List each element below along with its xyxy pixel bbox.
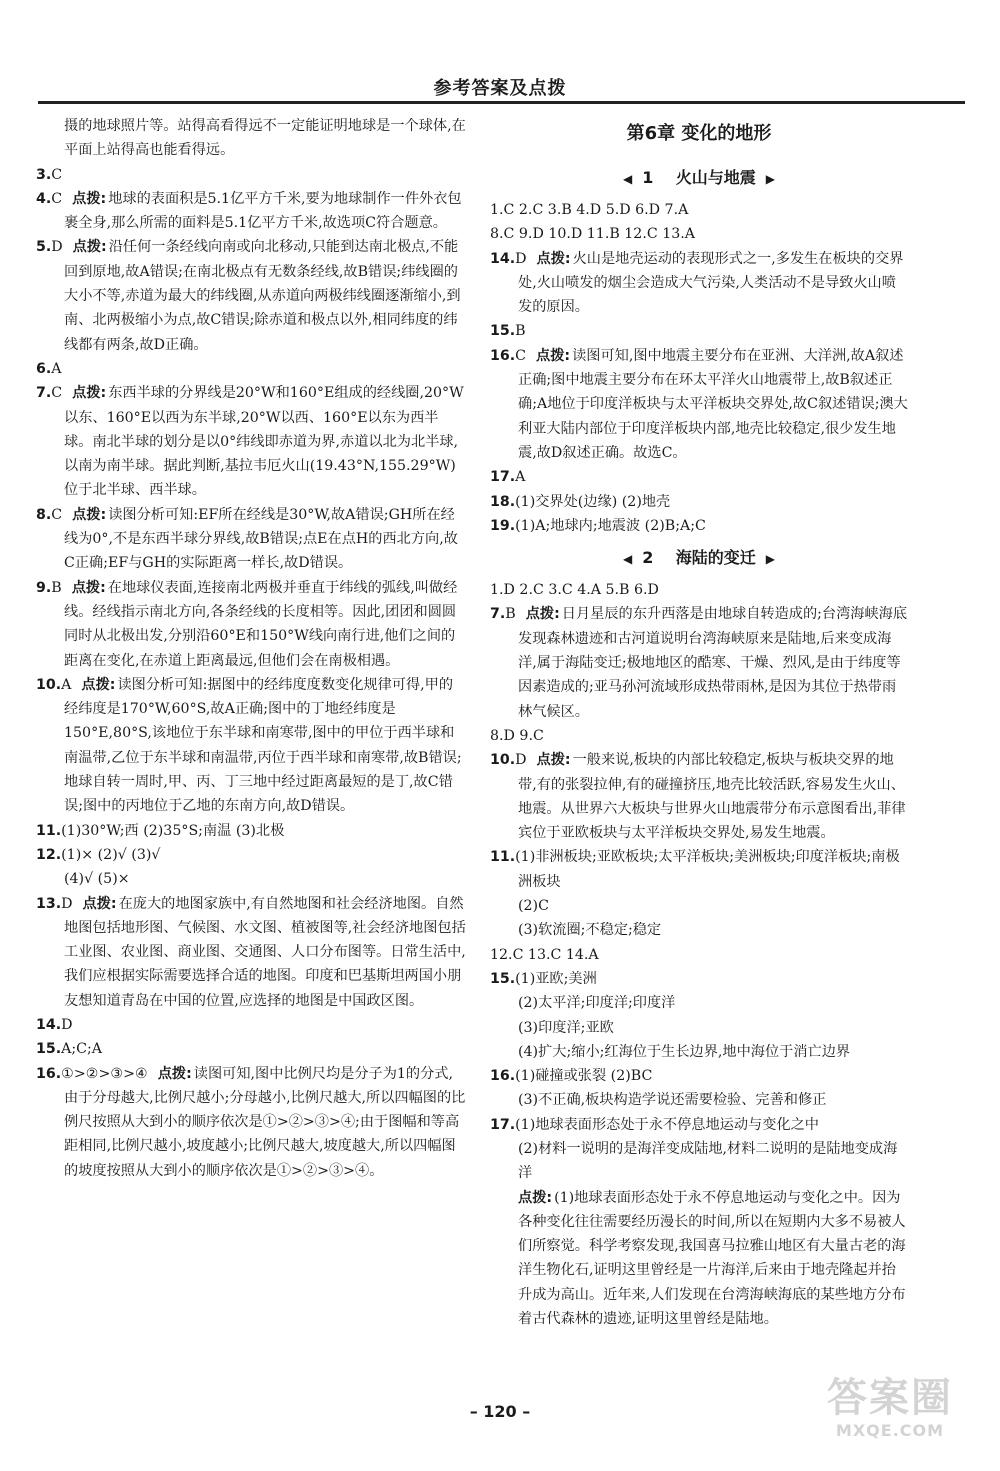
answer-value: A;C;A bbox=[61, 1041, 103, 1058]
answer-number: 8. bbox=[36, 506, 52, 523]
right-triangle-icon: ▶ bbox=[765, 552, 775, 567]
hint-text: (1)地球表面形态处于永不停息地运动与变化之中。因为各种变化往往需要经历漫长的时间,所以在短期内大多不易被人们所察觉。科学考察发现,我国喜马拉雅山地区有大量古老的海洋生物化石,证明这里曾经是一片海洋,后来由于地壳隆起并抬升成为高山。近年来,人们发现在台湾海峡海底的某些地方分布着古代森林的遗迹,证明这里曾经是陆地。 bbox=[518, 1189, 906, 1328]
hint-label: 点拨: bbox=[525, 606, 560, 623]
hint-label: 点拨: bbox=[82, 895, 117, 912]
answer-item bbox=[490, 319, 908, 343]
section-1-answers bbox=[490, 198, 908, 538]
answer-number: 17. bbox=[490, 469, 516, 486]
hint-text: 一般来说,板块的内部比较稳定,板块与板块交界的地带,有的张裂拉伸,有的碰撞挤压,地壳比较活跃,容易发生火山、地震。从世界六大板块与世界火山地震带分布示意图看出,菲律宾位于亚欧板块与太平洋板块交界处,易发生地震。 bbox=[518, 752, 906, 842]
answer-continuation: 摄的地球照片等。站得高看得远不一定能证明地球是一个球体,在平面上站得高也能看得远。 bbox=[64, 118, 466, 159]
hint-label: 点拨: bbox=[536, 347, 571, 364]
answer-value: ①>②>③>④ bbox=[61, 1065, 148, 1082]
hint-label: 点拨: bbox=[157, 1065, 192, 1082]
answer-number: 7. bbox=[490, 606, 506, 623]
answer-item bbox=[36, 1013, 466, 1037]
answer-number: 10. bbox=[36, 676, 62, 693]
hint-label: 点拨: bbox=[71, 579, 106, 596]
answer-row: 8.C 9.D 10.D 11.B 12.C 13.A bbox=[490, 226, 696, 243]
watermark-url: MXQE.COM bbox=[835, 1421, 945, 1440]
hint-label: 点拨: bbox=[72, 239, 107, 256]
page-number: – 120 – bbox=[469, 1402, 531, 1421]
watermark-logo bbox=[800, 1375, 980, 1460]
answer-item bbox=[36, 1062, 466, 1183]
answer-item bbox=[490, 845, 908, 894]
answer-row: 12.C 13.C 14.A bbox=[490, 946, 599, 963]
answer-number: 14. bbox=[490, 250, 516, 267]
answer-value: (1)30°W;西 (2)35°S;南温 (3)北极 bbox=[61, 822, 285, 839]
answer-item bbox=[490, 967, 908, 991]
hint-label: 点拨: bbox=[72, 190, 107, 207]
answer-number: 15. bbox=[490, 970, 516, 987]
answer-item bbox=[490, 490, 908, 514]
answer-number: 7. bbox=[36, 385, 52, 402]
answer-number: 17. bbox=[490, 1116, 516, 1133]
answer-value: (1)非洲板块;亚欧板块;太平洋板块;美洲板块;印度洋板块;南极洲板块 bbox=[515, 849, 900, 890]
answer-number: 16. bbox=[490, 1068, 516, 1085]
right-column bbox=[490, 114, 908, 1331]
answer-row: 1.D 2.C 3.C 4.A 5.B 6.D bbox=[490, 582, 659, 599]
answer-value: (1)交界处(边缘) (2)地壳 bbox=[515, 493, 671, 510]
header-rule bbox=[38, 101, 965, 104]
answer-number: 10. bbox=[490, 752, 516, 769]
answer-number: 12. bbox=[36, 846, 62, 863]
left-column bbox=[36, 114, 466, 1183]
page-header-title: 参考答案及点拨 bbox=[433, 78, 567, 99]
hint-label: 点拨: bbox=[518, 1189, 553, 1206]
answer-item bbox=[490, 748, 908, 845]
answer-continuation bbox=[490, 1186, 908, 1332]
answer-number: 9. bbox=[36, 579, 52, 596]
answer-value: C bbox=[51, 385, 63, 402]
answer-value: D bbox=[515, 250, 527, 267]
answer-item bbox=[36, 673, 466, 819]
answer-value: (1)地球表面形态处于永不停息地运动与变化之中 bbox=[515, 1116, 819, 1133]
hint-text: 在庞大的地图家族中,有自然地图和社会经济地图。自然地图包括地形图、气候图、水文图、植被图等,社会经济地图包括工业图、农业图、商业图、交通图、人口分布图等。日常生活中,我们应根据实际需要选择合适的地图。印度和巴基斯坦两国小朋友想知道青岛在中国的位置,应选择的地图是中国政区图。 bbox=[64, 895, 466, 1009]
answer-item bbox=[490, 1064, 908, 1088]
left-triangle-icon: ◀ bbox=[623, 552, 633, 567]
answer-number: 4. bbox=[36, 190, 52, 207]
answer-number: 11. bbox=[36, 822, 62, 839]
hint-text: 读图可知,图中比例尺均是分子为1的分式,由于分母越大,比例尺越小;分母越小,比例尺越大,所以四幅图的比例尺按照从大到小的顺序依次是①>②>③>④;由于图幅和等高距相同,比例尺越小,坡度越小;比例尺越大,坡度越大,所以四幅图的坡度按照从大到小的顺序依次是①>②>③>④。 bbox=[64, 1065, 466, 1179]
section-heading-2 bbox=[490, 544, 908, 572]
answer-value: D bbox=[61, 895, 73, 912]
answer-item bbox=[36, 187, 466, 236]
answer-value: B bbox=[51, 579, 62, 596]
answer-item bbox=[36, 843, 466, 867]
hint-text: 东西半球的分界线是20°W和160°E组成的经线圈,20°W以东、160°E以西为东半球,20°W以西、160°E以东为西半球。南北半球的划分是以0°纬线即赤道为界,赤道以北为北半球,以南为南半球。据此判断,基拉韦厄火山(19.43°N,155.29°W)位于北半球、西半球。 bbox=[64, 385, 464, 499]
answer-item bbox=[36, 357, 466, 381]
hint-label: 点拨: bbox=[72, 506, 107, 523]
answer-value: B bbox=[505, 606, 516, 623]
hint-label: 点拨: bbox=[536, 250, 571, 267]
answer-value: B bbox=[515, 323, 526, 340]
answer-item bbox=[490, 1113, 908, 1137]
section-heading-1 bbox=[490, 164, 908, 192]
answer-value: (1)× (2)√ (3)√ bbox=[61, 846, 161, 863]
answer-value: D bbox=[515, 752, 527, 769]
answer-item bbox=[490, 344, 908, 465]
answer-number: 15. bbox=[490, 323, 516, 340]
hint-text: 火山是地壳运动的表现形式之一,多发生在板块的交界处,火山喷发的烟尘会造成大气污染,人类活动不是导致火山喷发的原因。 bbox=[518, 250, 904, 316]
answer-item bbox=[36, 163, 466, 187]
answer-number: 14. bbox=[36, 1016, 62, 1033]
answer-value: D bbox=[51, 239, 63, 256]
hint-text: 在地球仪表面,连接南北两极并垂直于纬线的弧线,叫做经线。经线指示南北方向,各条经线的长度相等。因此,团团和圆圆同时从北极出发,分别沿60°E和150°W线向南行进,他们之间的距离在变化,在赤道上距离最远,但他们会在南极相遇。 bbox=[64, 579, 458, 669]
hint-text: 读图分析可知:据图中的经纬度度数变化规律可得,甲的经纬度是170°W,60°S,故A正确;图中的丁地经纬度是150°E,80°S,该地位于东半球和南寒带,图中的甲位于西半球和南温带,乙位于东半球和南温带,丙位于西半球和南寒带,故B错误;地球自转一周时,甲、丙、丁三地中经过距离最短的是丁,故C错误;图中的丙地位于乙地的东南方向,故D错误。 bbox=[64, 676, 462, 815]
answer-item bbox=[36, 892, 466, 1013]
hint-label: 点拨: bbox=[536, 752, 571, 769]
answer-continuation: (2)材料一说明的是海洋变成陆地,材料二说明的是陆地变成海洋 bbox=[518, 1140, 898, 1182]
answer-item bbox=[36, 576, 466, 673]
answer-value: A bbox=[515, 469, 526, 486]
right-triangle-icon: ▶ bbox=[765, 172, 775, 186]
left-triangle-icon: ◀ bbox=[623, 172, 633, 186]
answer-continuation: (2)C bbox=[518, 898, 549, 915]
answer-item bbox=[36, 381, 466, 502]
answer-number: 15. bbox=[36, 1041, 62, 1058]
answer-value: C bbox=[51, 190, 63, 207]
answer-item bbox=[490, 247, 908, 320]
answer-continuation: (3)印度洋;亚欧 bbox=[518, 1019, 614, 1036]
hint-text: 沿任何一条经线向南或向北移动,只能到达南北极点,不能回到原地,故A错误;在南北极点有无数条经线,故B错误;纬线圈的大小不等,赤道为最大的纬线圈,从赤道向两极纬线圈逐渐缩小,到南、北两极缩小为点,故C错误;除赤道和极点以外,相同纬度的纬线都有两条,故D正确。 bbox=[64, 239, 461, 353]
answer-continuation: (4)扩大;缩小;红海位于生长边界,地中海位于消亡边界 bbox=[518, 1043, 851, 1060]
hint-label: 点拨: bbox=[72, 385, 107, 402]
answer-item bbox=[490, 514, 908, 538]
hint-text: 读图可知,图中地震主要分布在亚洲、大洋洲,故A叙述正确;图中地震主要分布在环太平洋火山地震带上,故B叙述正确;A地位于印度洋板块与太平洋板块交界处,故C叙述错误;澳大利亚大陆内部位于印度洋板块内部,地壳比较稳定,很少发生地震,故D叙述正确。故选C。 bbox=[518, 347, 908, 461]
answer-row: 8.D 9.C bbox=[490, 727, 544, 744]
watermark-text: 答案圈 bbox=[827, 1375, 953, 1421]
answer-continuation: (2)太平洋;印度洋;印度洋 bbox=[518, 995, 676, 1012]
answer-number: 13. bbox=[36, 895, 62, 912]
answer-item bbox=[490, 602, 908, 723]
answer-item bbox=[490, 465, 908, 489]
section-number: 1 bbox=[642, 168, 654, 187]
chapter-title: 第6章 变化的地形 bbox=[626, 123, 772, 144]
answer-value: C bbox=[51, 506, 63, 523]
answer-number: 16. bbox=[36, 1065, 62, 1082]
answer-number: 18. bbox=[490, 493, 516, 510]
section-title: 火山与地震 bbox=[675, 168, 756, 187]
answer-item bbox=[36, 235, 466, 356]
hint-text: 地球的表面积是5.1亿平方千米,要为地球制作一件外衣包裹全身,那么所需的面料是5.1亿平方千米,故选项C符合题意。 bbox=[64, 190, 462, 232]
answer-value: C bbox=[51, 166, 63, 183]
answer-value: D bbox=[61, 1016, 73, 1033]
answer-row: 1.C 2.C 3.B 4.D 5.D 6.D 7.A bbox=[490, 202, 689, 218]
answer-value: A bbox=[61, 676, 72, 693]
hint-text: 日月星辰的东升西落是由地球自转造成的;台湾海峡海底发现森林遗迹和古河道说明台湾海峡原来是陆地,后来变成海洋,属于海陆变迁;极地地区的酷寒、干燥、烈风,是由于纬度等因素造成的;亚马孙河流域形成热带雨林,是因为其位于热带雨林气候区。 bbox=[518, 606, 908, 720]
answer-number: 3. bbox=[36, 166, 52, 183]
answer-value: (1)碰撞或张裂 (2)BC bbox=[515, 1068, 653, 1085]
answer-item bbox=[36, 503, 466, 576]
section-2-answers bbox=[490, 578, 908, 1331]
section-title: 海陆的变迁 bbox=[675, 548, 756, 568]
hint-text: 读图分析可知:EF所在经线是30°W,故A错误;GH所在经线为0°,不是东西半球分界线,故B错误;点E在点H的西北方向,故C正确;EF与GH的实际距离一样长,故D错误。 bbox=[64, 506, 458, 572]
answer-number: 11. bbox=[490, 849, 516, 866]
answer-item bbox=[36, 819, 466, 843]
answer-value: A bbox=[51, 360, 62, 377]
answer-value: C bbox=[515, 347, 526, 364]
answer-value: (1)A;地球内;地震波 (2)B;A;C bbox=[515, 517, 706, 534]
hint-label: 点拨: bbox=[81, 676, 116, 693]
answer-number: 6. bbox=[36, 360, 52, 377]
answer-number: 5. bbox=[36, 239, 52, 256]
answer-number: 16. bbox=[490, 347, 516, 364]
answer-continuation: (4)√ (5)× bbox=[64, 871, 130, 888]
answer-value: (1)亚欧;美洲 bbox=[515, 970, 597, 987]
answer-continuation: (3)软流圈;不稳定;稳定 bbox=[518, 922, 662, 939]
answer-continuation: (3)不正确,板块构造学说还需要检验、完善和修正 bbox=[518, 1092, 827, 1109]
answer-number: 19. bbox=[490, 517, 516, 534]
section-number: 2 bbox=[642, 548, 654, 568]
answer-item bbox=[36, 1037, 466, 1061]
